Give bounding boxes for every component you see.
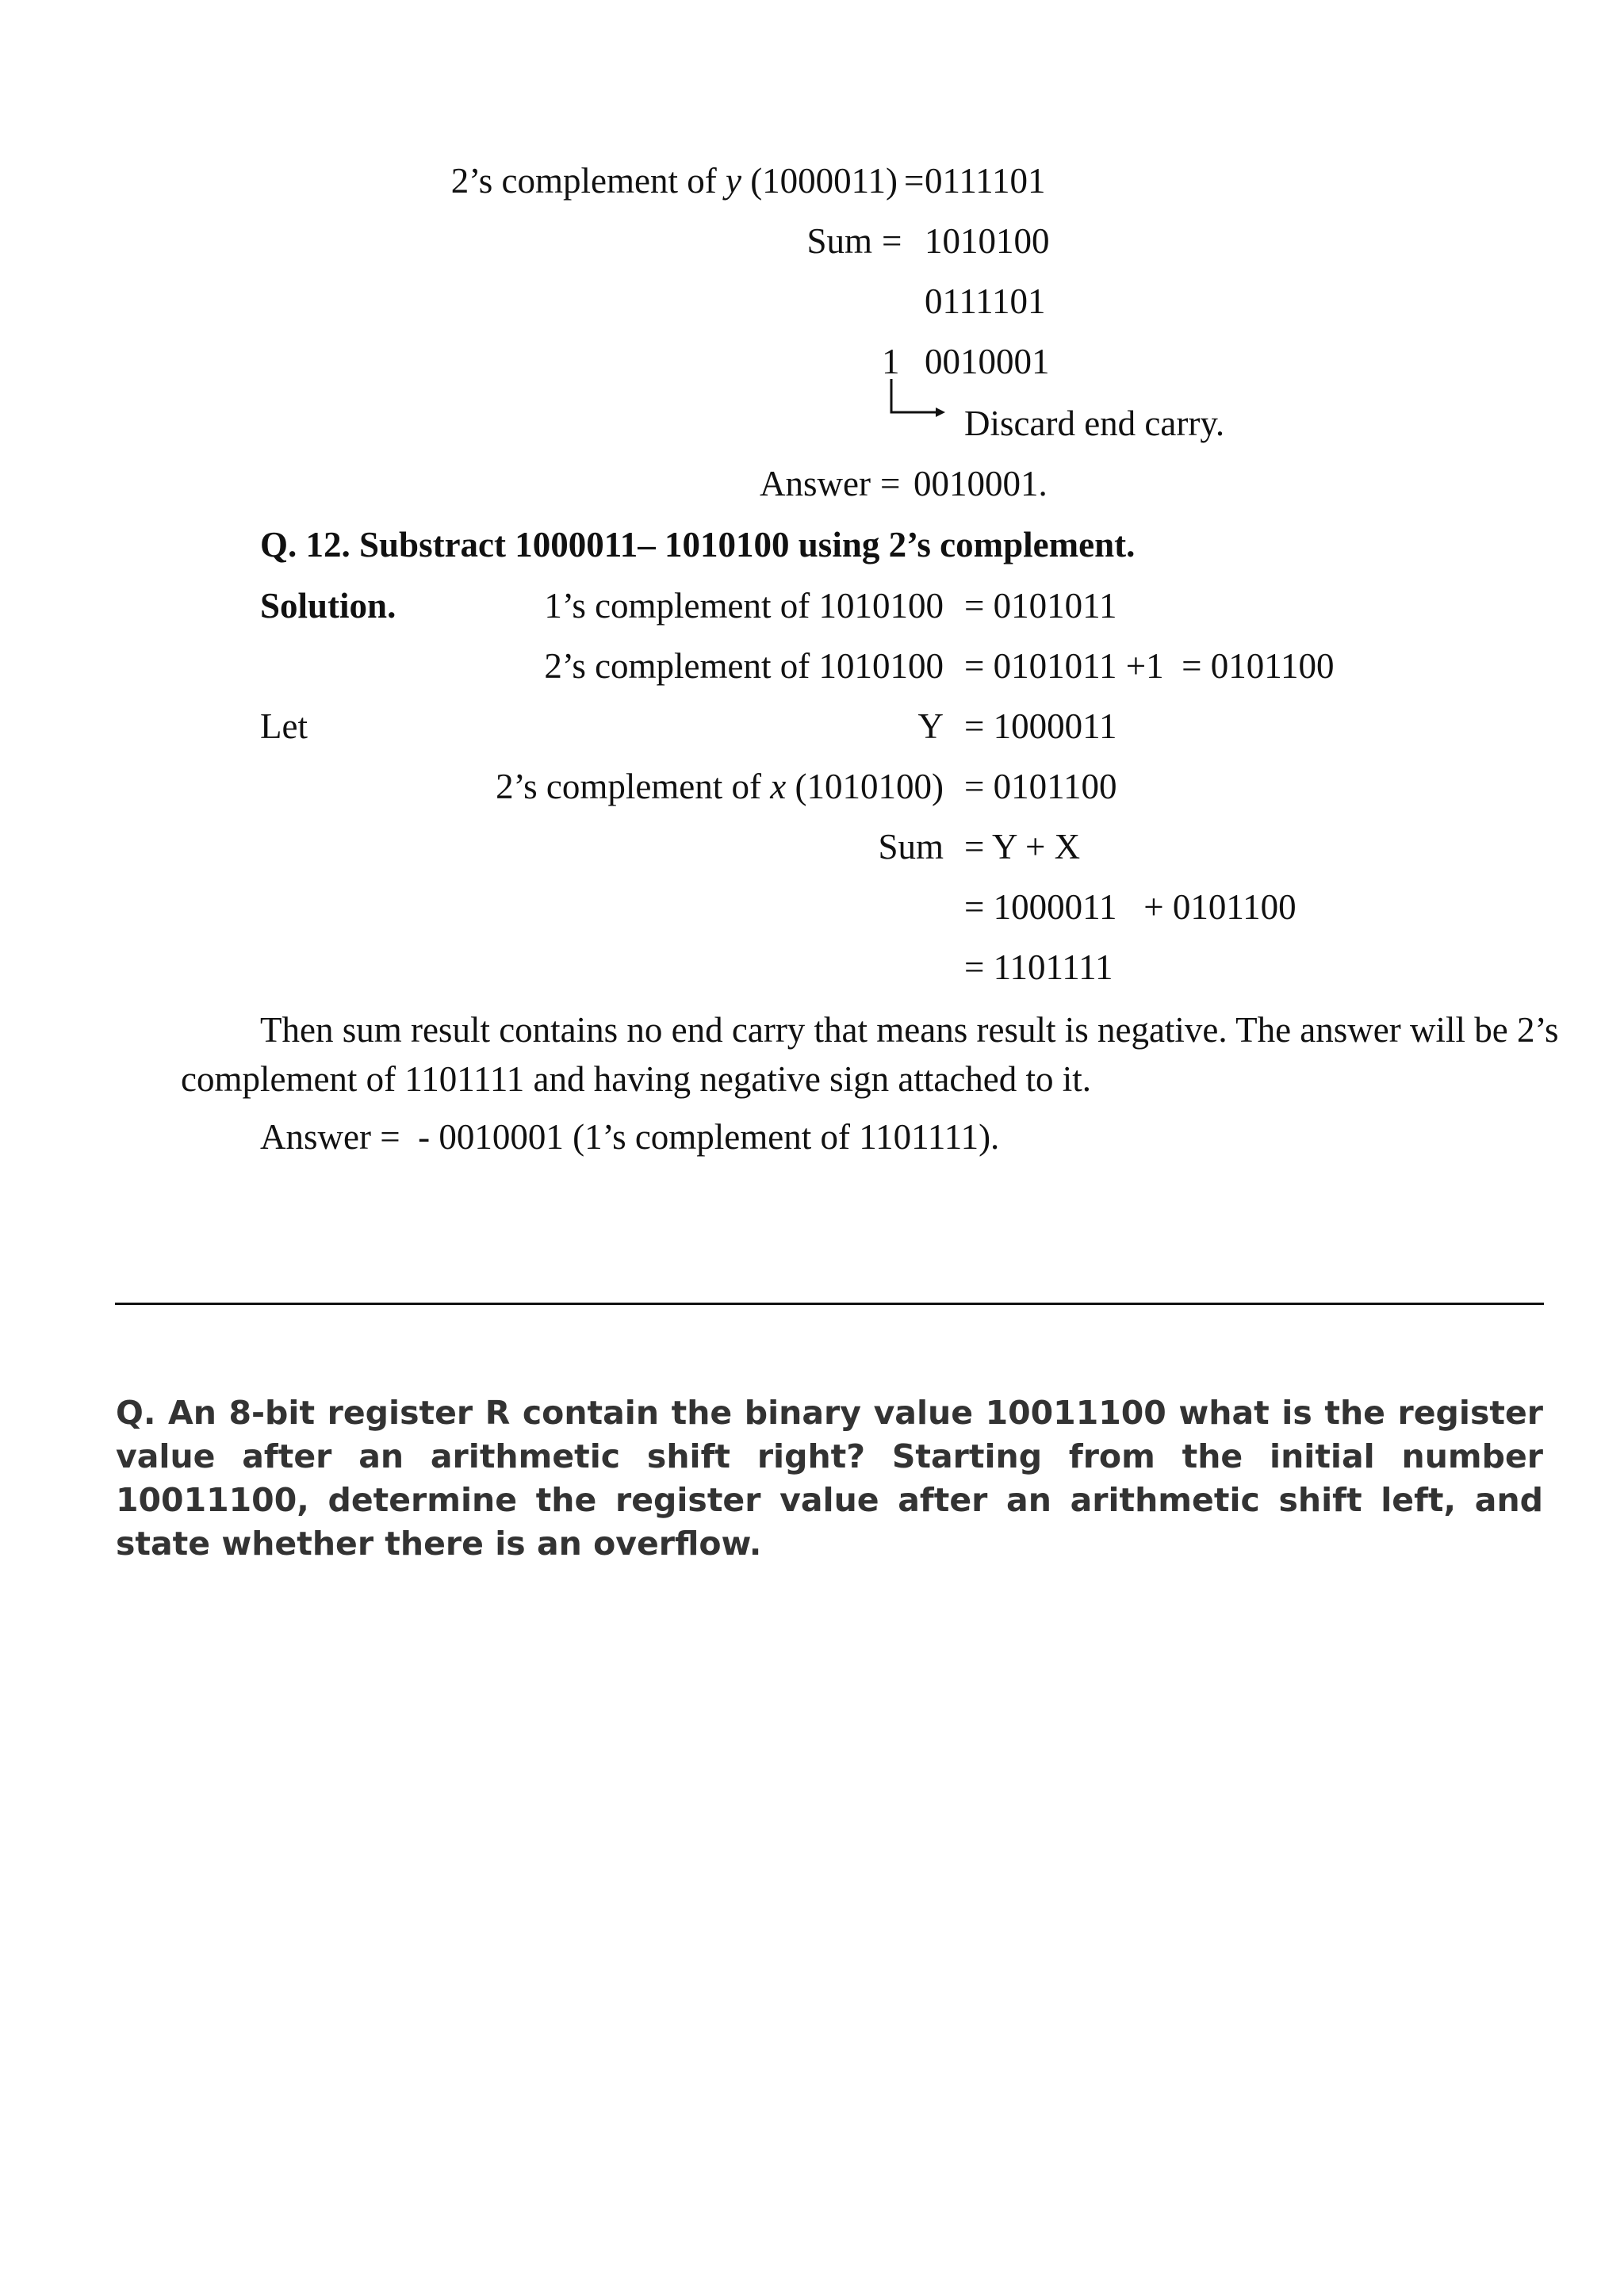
- sum-step: = 1000011 + 0101100: [964, 887, 1297, 927]
- carry-digit: 1: [882, 342, 900, 381]
- equals-sign: =: [904, 161, 925, 201]
- y-value: = 1000011: [964, 706, 1117, 746]
- let-label: Let: [260, 706, 308, 746]
- twos-complement-label: 2’s complement of 1010100: [544, 646, 944, 686]
- register-shift-question: Q. An 8-bit register R contain the binary value 10011100 what is the register value after an arithmetic shift right? Starting from the initial number 10011100, determine the register value after an arithmetic shift left, and state whether there is an overflow.: [116, 1394, 1543, 1563]
- discard-carry-note: Discard end carry.: [964, 404, 1225, 443]
- result-value: 0010001: [925, 342, 1050, 381]
- sum-value: 1010100: [925, 221, 1050, 261]
- twos-complement-value: = 0101011 +1 = 0101100: [964, 646, 1335, 686]
- question-12-title: Q. 12. Substract 1000011– 1010100 using 2’s complement.: [260, 525, 1136, 564]
- ones-complement-value: = 0101011: [964, 586, 1117, 626]
- y-label: Y: [917, 706, 944, 746]
- answer-value: 0010001.: [914, 464, 1048, 503]
- complement-x-value: = 0101100: [964, 767, 1117, 806]
- addend-value: 0111101: [925, 281, 1046, 321]
- complement-y-value: 0111101: [925, 161, 1046, 201]
- ones-complement-label: 1’s complement of 1010100: [544, 586, 944, 626]
- explanation-paragraph: Then sum result contains no end carry that means result is negative. The answer will be 2’s complement of 1101111 and having negative sign attached to it.: [181, 1010, 1559, 1099]
- sum-result: = 1101111: [964, 947, 1113, 987]
- solution-label: Solution.: [260, 586, 396, 626]
- section-divider: [115, 1303, 1544, 1305]
- sum-label: Sum: [806, 221, 872, 261]
- final-answer: Answer = - 0010001 (1’s complement of 1101111).: [260, 1117, 1000, 1157]
- answer-label: Answer: [760, 464, 871, 503]
- sum-expression: = Y + X: [964, 827, 1081, 867]
- equals-sign: =: [880, 464, 901, 503]
- equals-sign: =: [882, 221, 902, 261]
- complement-y-label: 2’s complement of y (1000011): [450, 161, 898, 201]
- sum-label: Sum: [878, 827, 944, 867]
- complement-x-label: 2’s complement of x (1010100): [496, 767, 944, 806]
- carry-arrow-icon: [887, 377, 958, 425]
